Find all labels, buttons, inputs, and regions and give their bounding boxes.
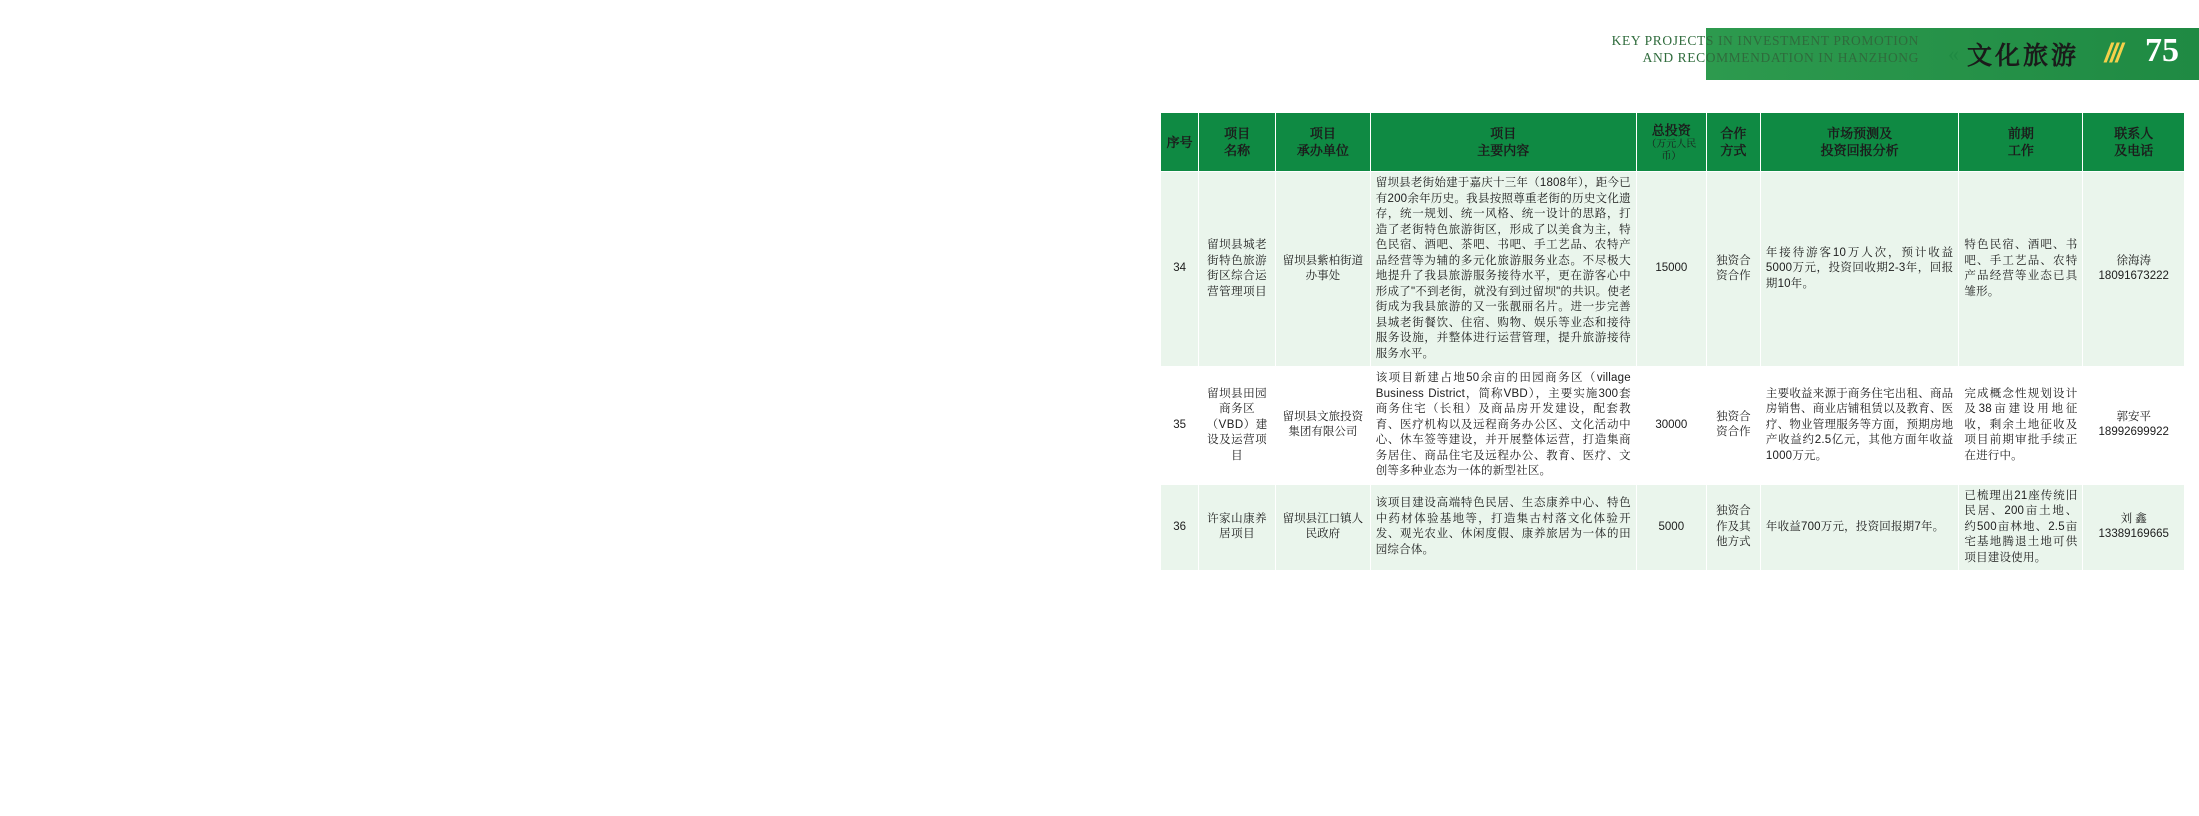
cell-content: 该项目新建占地50余亩的田园商务区（village Business District，简称VBD），主要实施300套商务住宅（长租）及商品房开发建设，配套教育、医疗机构以及远程商务办公区、文化活动中心、休车签等建设，并开展整体运营，打造集商务居住、商品住宅及远程办公、教育、医疗、文创等多种业态为一体的新型社区。 [1370, 367, 1636, 485]
col-header-investment [1636, 113, 1706, 172]
cell-cooperation: 独资合作及其他方式 [1706, 484, 1760, 571]
col-header-contact-label: 联系人 及电话 [2114, 126, 2154, 158]
col-header-no-label: 序号 [1166, 134, 1193, 150]
table-row [1161, 172, 2185, 367]
table-row [1161, 484, 2185, 571]
cell-contact: 徐海涛 18091673222 [2083, 172, 2185, 367]
projects-table-container [1160, 112, 2185, 571]
page-number: 75 [2145, 32, 2179, 69]
table-header-row [1161, 113, 2185, 172]
cell-market: 年接待游客10万人次，预计收益5000万元，投资回收期2-3年，回报期10年。 [1760, 172, 1958, 367]
cell-market: 年收益700万元，投资回报期7年。 [1760, 484, 1958, 571]
col-header-name [1199, 113, 1276, 172]
cell-investment: 30000 [1636, 367, 1706, 485]
cell-content: 该项目建设高端特色民居、生态康养中心、特色中药材体验基地等，打造集古村落文化体验开发、观光农业、休闲度假、康养旅居为一体的田园综合体。 [1370, 484, 1636, 571]
cell-content: 留坝县老街始建于嘉庆十三年（1808年），距今已有200余年历史。我县按照尊重老街的历史文化遗存，统一规划、统一风格、统一设计的思路，打造了老街特色旅游街区，形成了以美食为主，特色民宿、酒吧、茶吧、书吧、手工艺品、农特产品经营等为辅的多元化旅游服务业态。不尽极大地提升了我县旅游服务接待水平，更在游客心中形成了"不到老街，就没有到过留坝"的共识。使老街成为我县旅游的又一张靓丽名片。进一步完善县城老街餐饮、住宿、购物、娱乐等业态和接待服务设施，并整体进行运营管理，提升旅游接待服务水平。 [1370, 172, 1636, 367]
table-row [1161, 367, 2185, 485]
cell-no: 36 [1161, 484, 1199, 571]
col-header-name-label: 项目 名称 [1224, 126, 1251, 158]
cell-project-name: 留坝县城老街特色旅游街区综合运营管理项目 [1199, 172, 1276, 367]
col-header-unit-label: 项目 承办单位 [1296, 126, 1349, 158]
page-header [1160, 28, 2199, 80]
cell-unit: 留坝县江口镇人民政府 [1276, 484, 1371, 571]
projects-table [1160, 112, 2185, 571]
cell-market: 主要收益来源于商务住宅出租、商品房销售、商业店铺租赁以及教育、医疗、物业管理服务等方面，预期房地产收益约2.5亿元，其他方面年收益1000万元。 [1760, 367, 1958, 485]
col-header-contact [2083, 113, 2185, 172]
cell-investment: 15000 [1636, 172, 1706, 367]
col-header-unit [1276, 113, 1371, 172]
col-header-cooperation [1706, 113, 1760, 172]
guillemet-icon: « [1947, 41, 1959, 66]
col-header-cooperation-label: 合作 方式 [1720, 126, 1747, 158]
header-chinese-title-group [1948, 36, 2079, 72]
cell-prework: 特色民宿、酒吧、书吧、手工艺品、农特产品经营等业态已具雏形。 [1959, 172, 2083, 367]
cell-unit: 留坝县紫柏街道办事处 [1276, 172, 1371, 367]
col-header-prework-label: 前期 工作 [2007, 126, 2034, 158]
cell-cooperation: 独资合资合作 [1706, 172, 1760, 367]
col-header-investment-unit: （万元人民币） [1646, 138, 1697, 162]
cell-no: 34 [1161, 172, 1199, 367]
cell-project-name: 许家山康养居项目 [1199, 484, 1276, 571]
cell-contact: 郭安平 18992699922 [2083, 367, 2185, 485]
cell-prework: 完成概念性规划设计及38亩建设用地征收，剩余土地征收及项目前期审批手续正在进行中。 [1959, 367, 2083, 485]
col-header-market-label: 市场预测及 投资回报分析 [1820, 126, 1899, 158]
header-english-line-1: KEY PROJECTS IN INVESTMENT PROMOTION [1611, 33, 1919, 48]
header-english-title [1489, 32, 1919, 66]
col-header-no [1161, 113, 1199, 172]
col-header-prework [1959, 113, 2083, 172]
col-header-investment-label: 总投资 [1651, 122, 1691, 138]
cell-prework: 已梳理出21座传统旧民居、200亩土地、约500亩林地、2.5亩宅基地腾退土地可供项目建设使用。 [1959, 484, 2083, 571]
cell-project-name: 留坝县田园商务区（VBD）建设及运营项目 [1199, 367, 1276, 485]
cell-investment: 5000 [1636, 484, 1706, 571]
cell-no: 35 [1161, 367, 1199, 485]
col-header-content-label: 项目 主要内容 [1477, 126, 1530, 158]
header-chinese-title: 文化旅游 [1966, 42, 2079, 70]
cell-cooperation: 独资合资合作 [1706, 367, 1760, 485]
header-english-line-2: AND RECOMMENDATION IN HANZHONG [1642, 50, 1919, 65]
col-header-market [1760, 113, 1958, 172]
col-header-content [1370, 113, 1636, 172]
header-slash-decoration: /// [2104, 38, 2121, 68]
cell-unit: 留坝县文旅投资集团有限公司 [1276, 367, 1371, 485]
cell-contact: 刘 鑫 13389169665 [2083, 484, 2185, 571]
